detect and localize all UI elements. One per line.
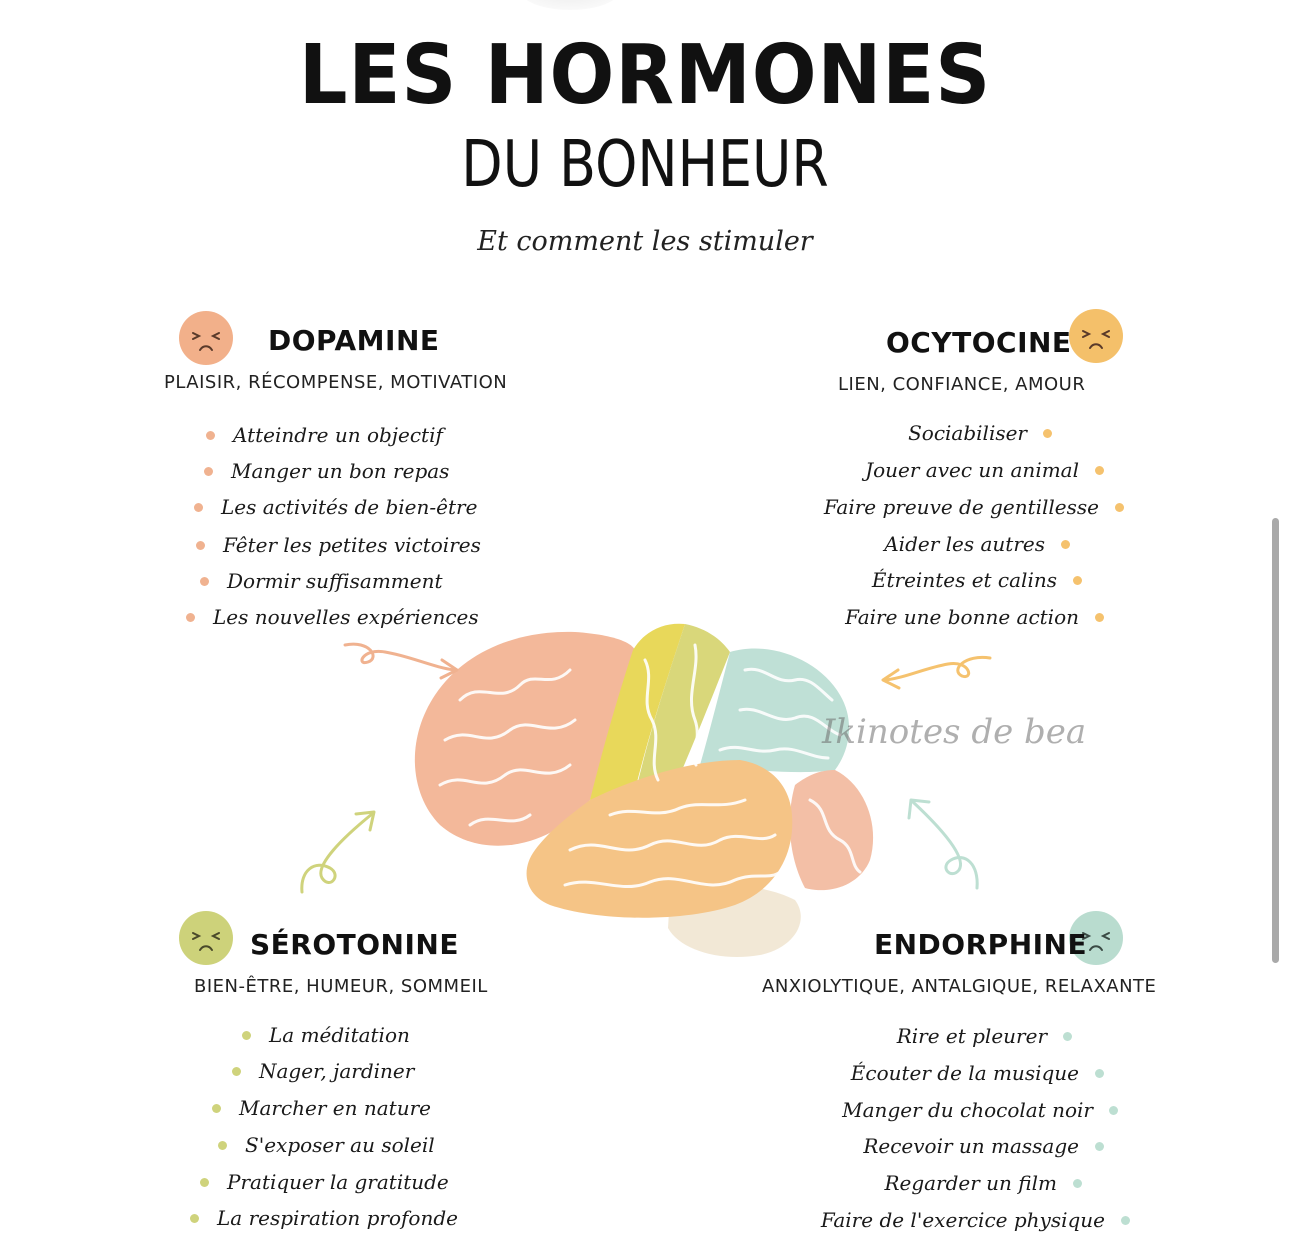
bullet-dot xyxy=(1109,1106,1118,1115)
sad-face-icon xyxy=(178,910,234,966)
list-item: La respiration profonde xyxy=(190,1203,458,1233)
list-item: Les nouvelles expériences xyxy=(186,602,479,632)
section-title: ENDORPHINE xyxy=(874,928,1088,961)
arrow-endorphine xyxy=(895,790,995,890)
bullet-dot xyxy=(186,613,195,622)
list-item: Faire une bonne action xyxy=(845,602,1104,632)
list-item: Écouter de la musique xyxy=(851,1058,1104,1088)
list-item: Manger un bon repas xyxy=(204,456,449,486)
section-keywords: ANXIOLYTIQUE, ANTALGIQUE, RELAXANTE xyxy=(762,976,1157,997)
bullet-dot xyxy=(200,577,209,586)
vertical-scrollbar[interactable] xyxy=(1272,518,1279,963)
top-shadow xyxy=(520,0,620,10)
list-item: Les activités de bien-être xyxy=(194,492,477,522)
list-item: Manger du chocolat noir xyxy=(842,1095,1118,1125)
bullet-dot xyxy=(1095,1069,1104,1078)
section-title: SÉROTONINE xyxy=(250,928,459,961)
list-item: Fêter les petites victoires xyxy=(196,530,481,560)
list-item: Dormir suffisamment xyxy=(200,566,443,596)
list-item: S'exposer au soleil xyxy=(218,1130,435,1160)
list-item: Nager, jardiner xyxy=(232,1056,414,1086)
page-subtitle: DU BONHEUR xyxy=(461,128,829,202)
list-item: Atteindre un objectif xyxy=(206,420,443,450)
bullet-dot xyxy=(242,1031,251,1040)
section-keywords: LIEN, CONFIANCE, AMOUR xyxy=(838,374,1086,395)
bullet-dot xyxy=(232,1067,241,1076)
bullet-dot xyxy=(1095,466,1104,475)
bullet-dot xyxy=(1115,503,1124,512)
list-item: Jouer avec un animal xyxy=(865,455,1104,485)
section-keywords: BIEN-ÊTRE, HUMEUR, SOMMEIL xyxy=(194,976,488,997)
section-keywords: PLAISIR, RÉCOMPENSE, MOTIVATION xyxy=(164,372,508,393)
brain-illustration xyxy=(400,610,880,970)
bullet-dot xyxy=(1121,1216,1130,1225)
bullet-dot xyxy=(1073,1179,1082,1188)
bullet-dot xyxy=(1073,576,1082,585)
bullet-dot xyxy=(1063,1032,1072,1041)
page-tagline: Et comment les stimuler xyxy=(477,226,813,257)
list-item: Sociabiliser xyxy=(908,418,1052,448)
arrow-dopamine xyxy=(340,630,470,690)
bullet-dot xyxy=(194,503,203,512)
bullet-dot xyxy=(1043,429,1052,438)
arrow-ocytocine xyxy=(870,640,1000,700)
list-item: Faire preuve de gentillesse xyxy=(824,492,1124,522)
list-item: Aider les autres xyxy=(884,529,1070,559)
list-item: Étreintes et calins xyxy=(872,565,1082,595)
bullet-dot xyxy=(204,467,213,476)
list-item: Rire et pleurer xyxy=(897,1021,1072,1051)
list-item: Regarder un film xyxy=(884,1168,1082,1198)
bullet-dot xyxy=(190,1214,199,1223)
bullet-dot xyxy=(1095,613,1104,622)
bullet-dot xyxy=(200,1178,209,1187)
list-item: Marcher en nature xyxy=(212,1093,431,1123)
arrow-serotonine xyxy=(290,800,390,900)
sad-face-icon xyxy=(178,310,234,366)
bullet-dot xyxy=(1095,1142,1104,1151)
watermark: Ikinotes de bea xyxy=(822,712,1087,752)
list-item: Pratiquer la gratitude xyxy=(200,1167,449,1197)
bullet-dot xyxy=(212,1104,221,1113)
page-title: LES HORMONES xyxy=(298,28,992,123)
list-item: La méditation xyxy=(242,1020,410,1050)
list-item: Recevoir un massage xyxy=(863,1131,1104,1161)
section-title: OCYTOCINE xyxy=(886,326,1072,359)
sad-face-icon xyxy=(1068,308,1124,364)
bullet-dot xyxy=(218,1141,227,1150)
bullet-dot xyxy=(206,431,215,440)
list-item: Faire de l'exercice physique xyxy=(821,1205,1130,1235)
bullet-dot xyxy=(196,541,205,550)
section-title: DOPAMINE xyxy=(268,324,440,357)
bullet-dot xyxy=(1061,540,1070,549)
